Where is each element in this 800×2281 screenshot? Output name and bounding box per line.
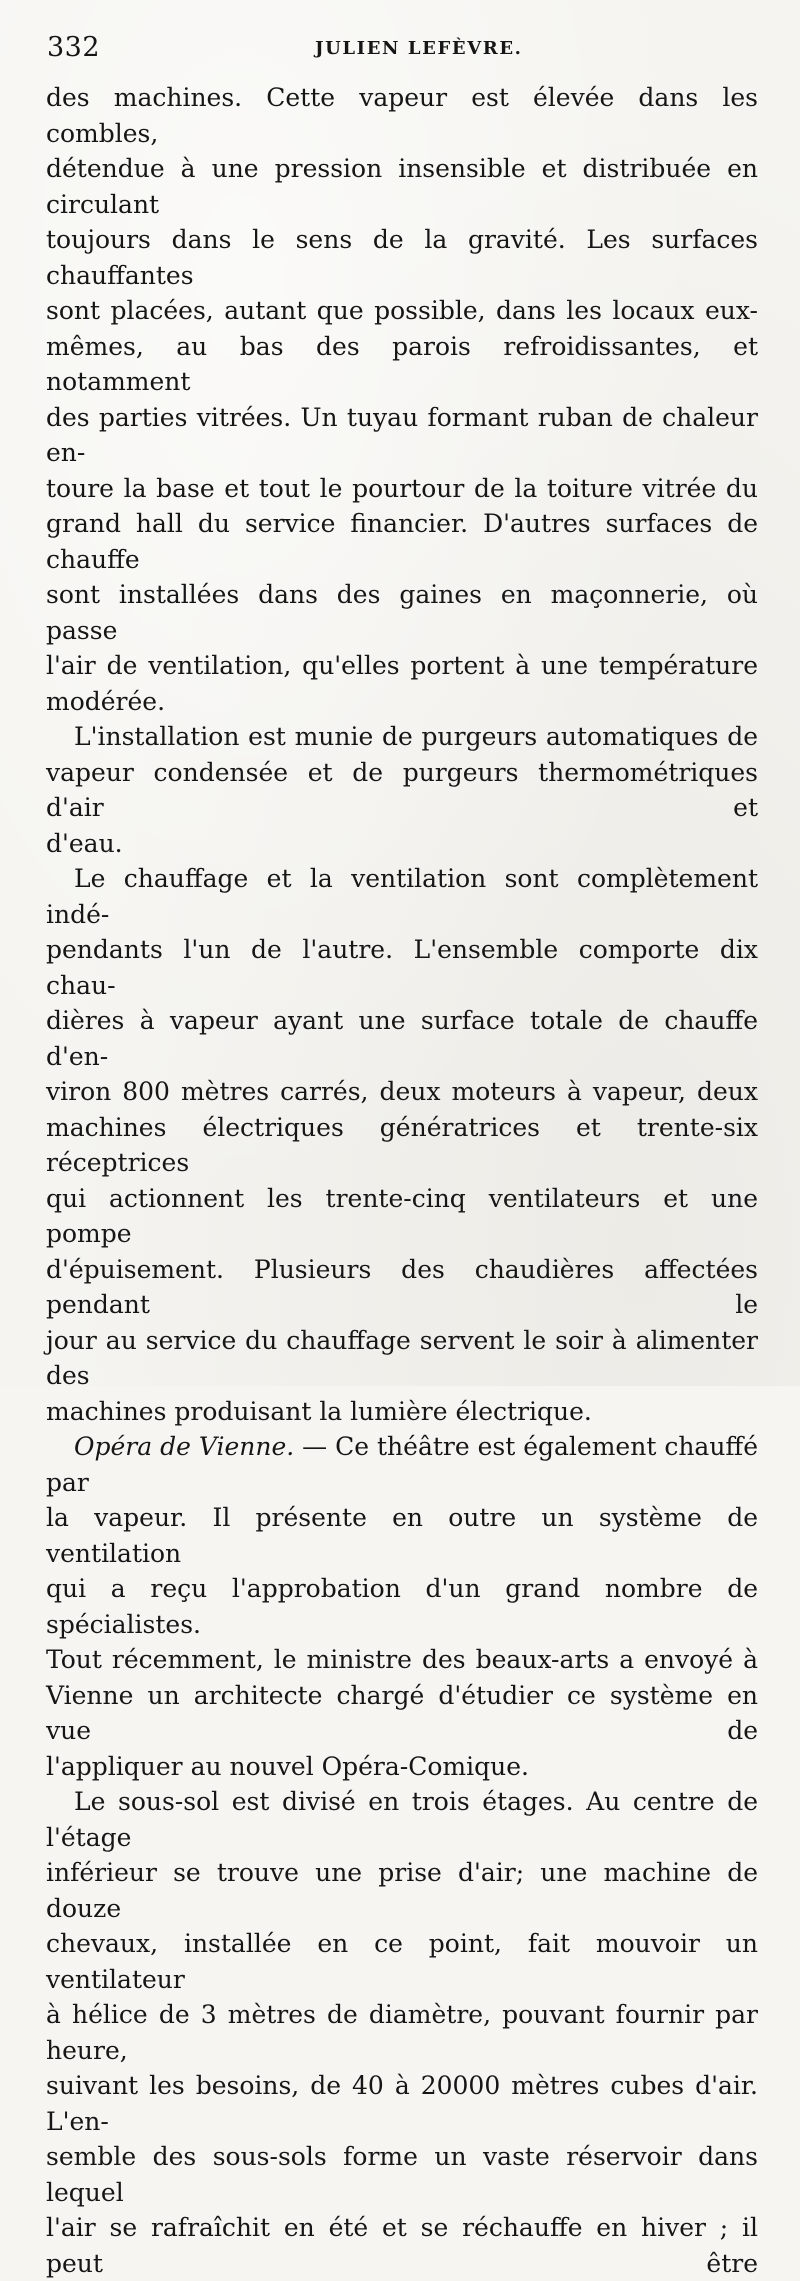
- text-line: toujours dans le sens de la gravité. Les surfaces chauffantes: [46, 225, 758, 290]
- text-line: l'air se rafraîchit en été et se réchauffe en hiver ; il peut être: [46, 2213, 758, 2278]
- text-line: pendants l'un de l'autre. L'ensemble comporte dix chau-: [46, 935, 758, 1000]
- text-line: des parties vitrées. Un tuyau formant ruban de chaleur en-: [46, 402, 758, 467]
- text-line: qui actionnent les trente-cinq ventilateurs et une pompe: [46, 1183, 758, 1248]
- text-line: machines électriques génératrices et trente-six réceptrices: [46, 1112, 758, 1177]
- text-line: vapeur condensée et de purgeurs thermométriques d'air et: [46, 757, 758, 822]
- text-line: [46, 1429, 758, 1500]
- text-line: suivant les besoins, de 40 à 20000 mètres cubes d'air. L'en-: [46, 2071, 758, 2136]
- text-line: Le sous-sol est divisé en trois étages. Au centre de l'étage: [46, 1787, 758, 1852]
- text-line: qui a reçu l'approbation d'un grand nombre de spécialistes.: [46, 1574, 758, 1639]
- text-line: l'air de ventilation, qu'elles portent à une température: [46, 651, 758, 680]
- text-line: détendue à une pression insensible et distribuée en circulant: [46, 154, 758, 219]
- text-line: viron 800 mètres carrés, deux moteurs à vapeur, deux: [46, 1077, 758, 1106]
- paragraph-4: [46, 1429, 758, 1784]
- paragraph-1: [46, 80, 758, 719]
- paragraph-2: [46, 719, 758, 861]
- text-line: grand hall du service financier. D'autres surfaces de chauffe: [46, 509, 758, 574]
- text-line: inférieur se trouve une prise d'air; une machine de douze: [46, 1858, 758, 1923]
- text-line: modérée.: [46, 686, 166, 716]
- text-line: Tout récemment, le ministre des beaux-arts a envoyé à: [46, 1645, 758, 1674]
- paragraph-5: [46, 1784, 758, 2281]
- text-line: semble des sous-sols forme un vaste réservoir dans lequel: [46, 2142, 758, 2207]
- text-line: des machines. Cette vapeur est élevée dans les combles,: [46, 83, 758, 148]
- text-line: d'épuisement. Plusieurs des chaudières affectées pendant le: [46, 1254, 758, 1319]
- text-run: — Ce théâtre est également chauffé par: [46, 1432, 758, 1497]
- text-line: l'appliquer au nouvel Opéra-Comique.: [46, 1751, 529, 1781]
- section-lead: Opéra de Vienne.: [74, 1432, 295, 1461]
- text-line: chevaux, installée en ce point, fait mouvoir un ventilateur: [46, 1929, 758, 1994]
- paragraph-3: [46, 861, 758, 1429]
- page-number: 332: [47, 32, 101, 63]
- body-text: [46, 80, 758, 2281]
- text-line: Vienne un architecte chargé d'étudier ce système en vue de: [46, 1680, 758, 1745]
- text-line: à hélice de 3 mètres de diamètre, pouvant fournir par heure,: [46, 2000, 758, 2065]
- text-line: sont placées, autant que possible, dans les locaux eux-: [46, 296, 758, 325]
- text-line: d'eau.: [46, 828, 123, 858]
- text-line: L'installation est munie de purgeurs automatiques de: [74, 722, 758, 751]
- running-head: JULIEN LEFÈVRE.: [315, 38, 523, 59]
- text-line: la vapeur. Il présente en outre un système de ventilation: [46, 1503, 758, 1568]
- text-line: dières à vapeur ayant une surface totale de chauffe d'en-: [46, 1006, 758, 1071]
- page-header: [47, 30, 757, 70]
- text-line: sont installées dans des gaines en maçonnerie, où passe: [46, 580, 758, 645]
- text-line: Le chauffage et la ventilation sont complètement indé-: [46, 864, 758, 929]
- text-line: toure la base et tout le pourtour de la toiture vitrée du: [46, 473, 758, 503]
- text-line: machines produisant la lumière électrique.: [46, 1396, 592, 1426]
- text-line: mêmes, au bas des parois refroidissantes, et notamment: [46, 331, 758, 396]
- text-line: jour au service du chauffage servent le soir à alimenter des: [46, 1325, 758, 1390]
